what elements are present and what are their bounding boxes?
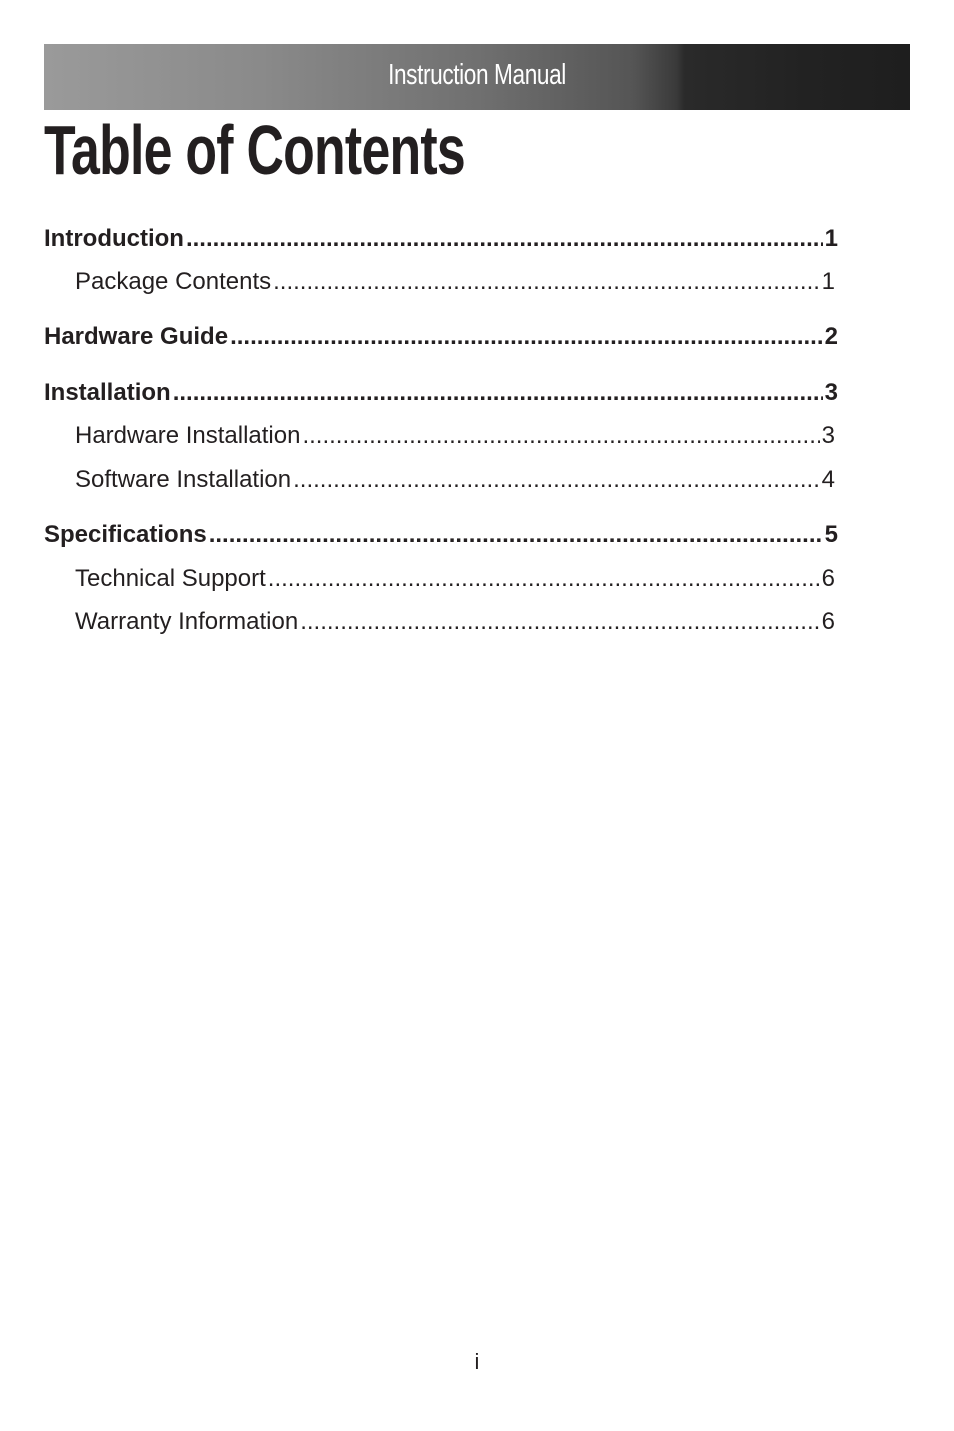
toc-entry-label: Software Installation bbox=[75, 466, 292, 493]
toc-dot-leader bbox=[268, 564, 820, 594]
toc-entry-page: 5 bbox=[824, 521, 838, 548]
toc-dot-leader bbox=[173, 378, 823, 408]
page-title: Table of Contents bbox=[44, 111, 466, 189]
toc-entry-page: 6 bbox=[821, 565, 835, 592]
toc-entry-page: 3 bbox=[824, 379, 838, 406]
toc-entry-installation[interactable] bbox=[44, 378, 838, 408]
toc-entry-warranty-information[interactable] bbox=[75, 607, 835, 637]
toc-entry-page: 1 bbox=[824, 225, 838, 252]
toc-dot-leader bbox=[300, 607, 819, 637]
toc-entry-software-installation[interactable] bbox=[75, 465, 835, 495]
toc-entry-hardware-installation[interactable] bbox=[75, 421, 835, 451]
toc-entry-page: 6 bbox=[821, 608, 835, 635]
toc-entry-page: 4 bbox=[821, 466, 835, 493]
toc-entry-page: 2 bbox=[824, 323, 838, 350]
toc-entry-label: Specifications bbox=[44, 521, 207, 548]
toc-entry-label: Introduction bbox=[44, 225, 184, 252]
header-title: Instruction Manual bbox=[388, 59, 566, 91]
toc-entry-label: Package Contents bbox=[75, 268, 272, 295]
toc-dot-leader bbox=[209, 520, 823, 550]
page-number: i bbox=[474, 1349, 480, 1374]
toc-entry-introduction[interactable] bbox=[44, 224, 838, 254]
toc-entry-technical-support[interactable] bbox=[75, 564, 835, 594]
toc-dot-leader bbox=[273, 267, 820, 297]
toc-entry-label: Technical Support bbox=[75, 565, 266, 592]
toc-entry-label: Hardware Installation bbox=[75, 422, 301, 449]
toc-entry-page: 1 bbox=[821, 268, 835, 295]
toc-dot-leader bbox=[186, 224, 823, 254]
toc-dot-leader bbox=[230, 322, 823, 352]
toc-entry-package-contents[interactable] bbox=[75, 267, 835, 297]
toc-entry-specifications[interactable] bbox=[44, 520, 838, 550]
toc-dot-leader bbox=[293, 465, 820, 495]
toc-dot-leader bbox=[302, 421, 819, 451]
toc-entry-label: Installation bbox=[44, 379, 171, 406]
toc-entry-label: Hardware Guide bbox=[44, 323, 229, 350]
table-of-contents bbox=[0, 0, 954, 700]
toc-entry-label: Warranty Information bbox=[75, 608, 299, 635]
toc-entry-hardware-guide[interactable] bbox=[44, 322, 838, 352]
toc-entry-page: 3 bbox=[821, 422, 835, 449]
